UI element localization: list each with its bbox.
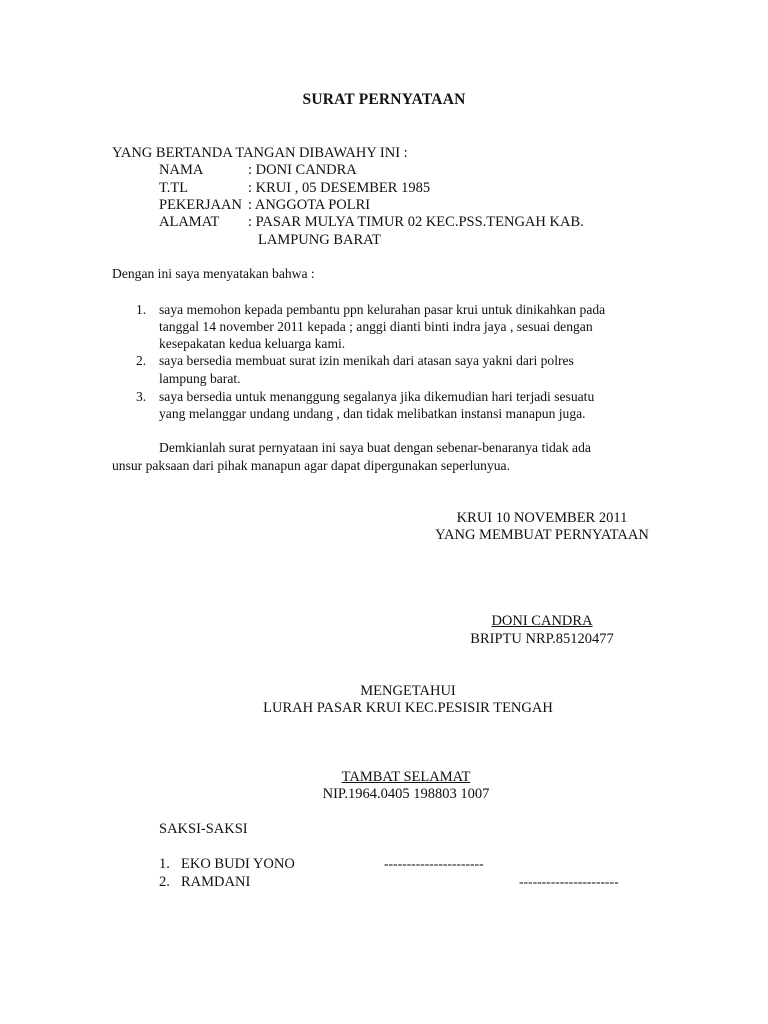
witness-number: 1. — [159, 856, 170, 872]
witness-signature-line: ---------------------- — [519, 874, 619, 889]
pekerjaan-label: PEKERJAAN — [159, 197, 242, 213]
signatory-name: DONI CANDRA — [491, 613, 593, 629]
alamat-value-line1: : PASAR MULYA TIMUR 02 KEC.PSS.TENGAH KAB. — [248, 214, 584, 230]
acknowledgement-office: LURAH PASAR KRUI KEC.PESISIR TENGAH — [263, 700, 553, 716]
closing-line1: Demkianlah surat pernyataan ini saya buat dengan sebenar-benaranya tidak ada — [159, 440, 591, 455]
ttl-value: : KRUI , 05 DESEMBER 1985 — [248, 180, 431, 196]
alamat-value-line2: LAMPUNG BARAT — [258, 232, 381, 248]
point-line: saya bersedia untuk menanggung segalanya jika dikemudian hari terjadi sesuatu — [159, 389, 595, 404]
statement-intro: Dengan ini saya menyatakan bahwa : — [112, 266, 315, 281]
point-number: 2. — [136, 353, 147, 368]
closing-line2: unsur paksaan dari pihak manapun agar dapat dipergunakan seperlunyua. — [112, 458, 510, 473]
alamat-label: ALAMAT — [159, 214, 220, 230]
ttl-label: T.TL — [159, 180, 189, 196]
nama-value: : DONI CANDRA — [248, 162, 357, 178]
place-date: KRUI 10 NOVEMBER 2011 — [456, 510, 628, 526]
signatory-id: BRIPTU NRP.85120477 — [470, 631, 614, 647]
point-line: lampung barat. — [159, 371, 241, 386]
official-name: TAMBAT SELAMAT — [341, 769, 471, 785]
witnesses-heading: SAKSI-SAKSI — [159, 821, 248, 837]
signatory-role: YANG MEMBUAT PERNYATAAN — [435, 527, 649, 543]
point-line: saya memohon kepada pembantu ppn kelurahan pasar krui untuk dinikahkan pada — [159, 302, 606, 317]
point-number: 3. — [136, 389, 147, 404]
point-line: saya bersedia membuat surat izin menikah dari atasan saya yakni dari polres — [159, 353, 574, 368]
document-title: SURAT PERNYATAAN — [302, 91, 466, 108]
point-line: tanggal 14 november 2011 kepada ; anggi dianti binti indra jaya , sesuai dengan — [159, 319, 593, 334]
point-line: yang melanggar undang undang , dan tidak melibatkan instansi manapun juga. — [159, 406, 586, 421]
witness-signature-line: ---------------------- — [384, 856, 484, 871]
witness-number: 2. — [159, 874, 170, 890]
acknowledgement-heading: MENGETAHUI — [360, 683, 456, 699]
point-line: kesepakatan kedua keluarga kami. — [159, 336, 346, 351]
official-nip: NIP.1964.0405 198803 1007 — [322, 786, 490, 802]
witness-name: EKO BUDI YONO — [181, 856, 295, 872]
witness-name: RAMDANI — [181, 874, 251, 890]
nama-label: NAMA — [159, 162, 204, 178]
intro-line: YANG BERTANDA TANGAN DIBAWAHY INI : — [112, 145, 408, 161]
point-number: 1. — [136, 302, 147, 317]
pekerjaan-value: : ANGGOTA POLRI — [248, 197, 371, 213]
